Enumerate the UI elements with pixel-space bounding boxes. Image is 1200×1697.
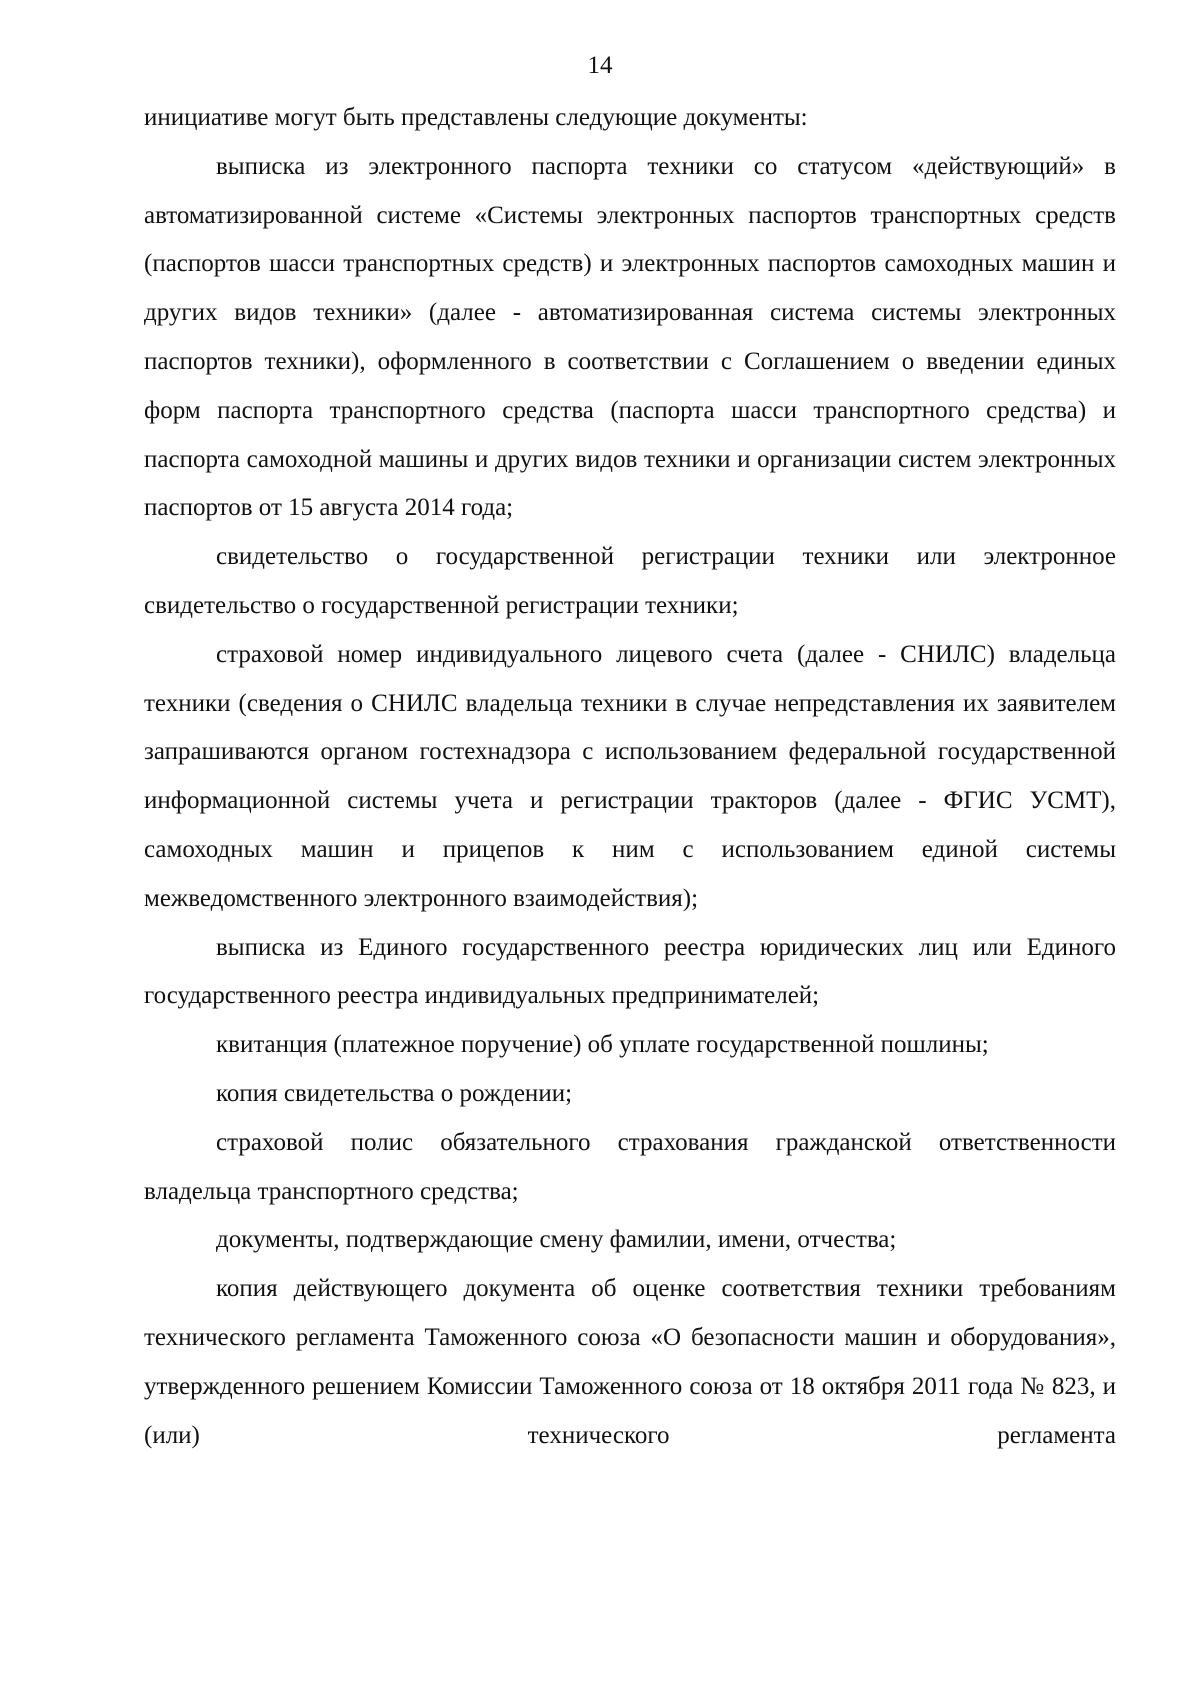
paragraph-registry-extract: выписка из Единого государственного реестра юридических лиц или Единого государственного реестра индивидуальных предпринимателей; <box>144 933 1116 1010</box>
page-number: 14 <box>587 52 613 79</box>
paragraph-snils: страховой номер индивидуального лицевого счета (далее - СНИЛС) владельца техники (сведения о СНИЛС владельца техники в случае непредставления их заявителем запрашиваются органом гостехнадзора с использованием федеральной государственной информационной системы учета и регистрации тракторов (далее - ФГИС УСМТ), самоходных машин и прицепов к ним с использованием единой системы межведомственного электронного взаимодействия); <box>144 640 1116 912</box>
document-body <box>144 94 1116 1460</box>
paragraph-intro: инициативе могут быть представлены следующие документы: <box>144 104 808 131</box>
paragraph-passport-extract: выписка из электронного паспорта техники со статусом «действующий» в автоматизированной системе «Системы электронных паспортов транспортных средств (паспортов шасси транспортных средств) и электронных паспортов самоходных машин и других видов техники» (далее - автоматизированная система системы электронных паспортов техники), оформленного в соответствии с Соглашением о введении единых форм паспорта транспортного средства (паспорта шасси транспортного средства) и паспорта самоходной машины и других видов техники и организации систем электронных паспортов от 15 августа 2014 года; <box>144 152 1116 522</box>
paragraph-duty-receipt: квитанция (платежное поручение) об уплате государственной пошлины; <box>216 1031 989 1059</box>
paragraph-birth-certificate: копия свидетельства о рождении; <box>216 1079 573 1107</box>
paragraph-name-change-documents: документы, подтверждающие смену фамилии, имени, отчества; <box>216 1226 897 1254</box>
paragraph-registration-certificate: свидетельство о государственной регистрации техники или электронное свидетельство о государственной регистрации техники; <box>144 543 1116 619</box>
paragraph-conformity-document: копия действующего документа об оценке соответствия техники требованиям технического регламента Таможенного союза «О безопасности машин и оборудования», утвержденного решением Комиссии Таможенного союза от 18 октября 2011 года № 823, и (или) технического регламента <box>144 1275 1116 1449</box>
paragraph-insurance-policy: страховой полис обязательного страхования гражданской ответственности владельца транспортного средства; <box>144 1128 1116 1205</box>
